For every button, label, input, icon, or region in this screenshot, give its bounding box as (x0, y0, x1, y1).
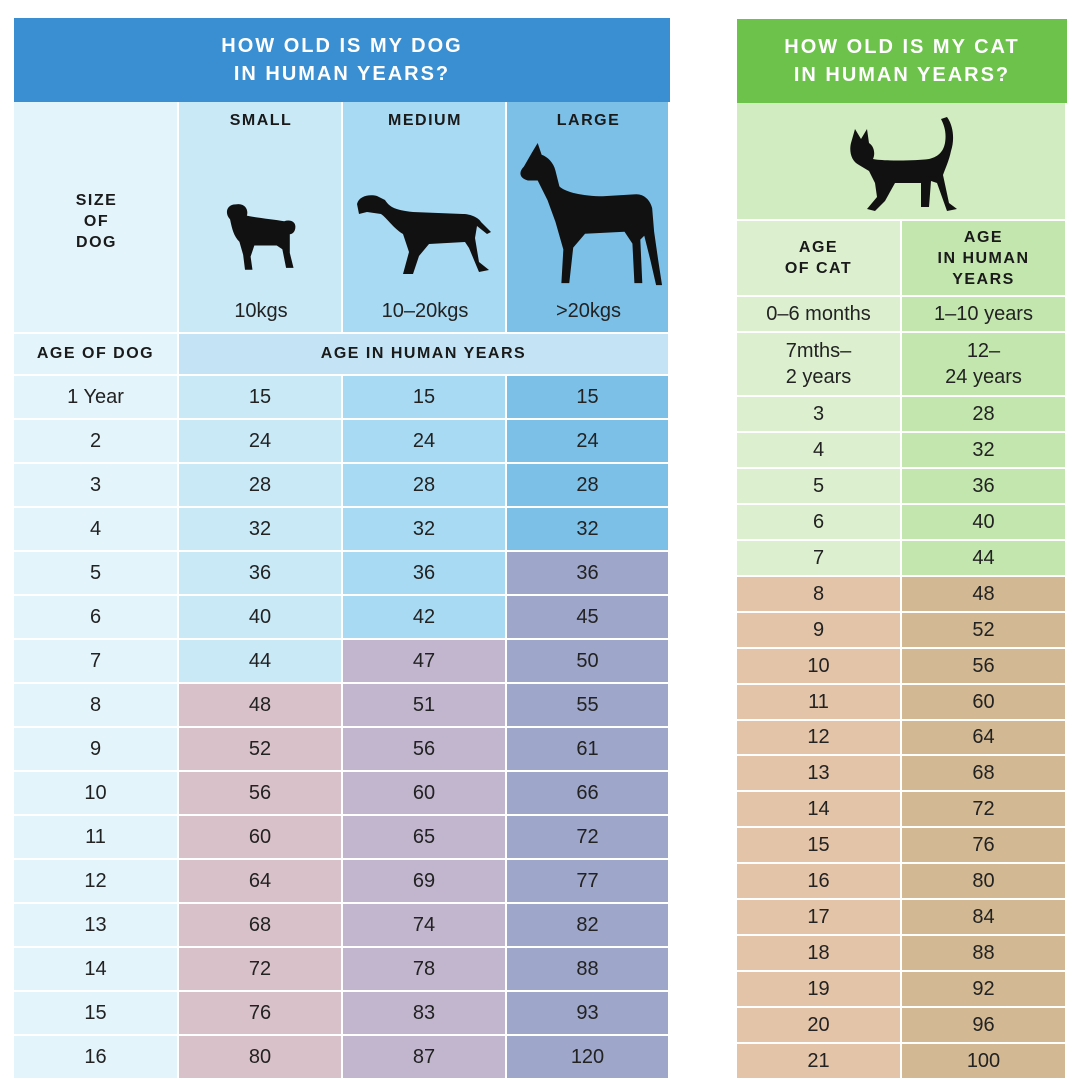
human-years-large: 82 (507, 904, 670, 948)
dog-age-cell: 6 (14, 596, 179, 640)
dog-age-cell: 7 (14, 640, 179, 684)
human-years-small: 32 (179, 508, 343, 552)
cat-human-years-cell: 12– 24 years (902, 333, 1067, 397)
human-years-small: 15 (179, 376, 343, 420)
dog-age-chart (14, 18, 670, 1080)
cat-age-cell: 7mths– 2 years (737, 333, 902, 397)
human-years-medium: 47 (343, 640, 507, 684)
human-years-medium: 69 (343, 860, 507, 904)
cat-human-years-cell: 32 (902, 433, 1067, 469)
dog-age-cell: 16 (14, 1036, 179, 1080)
human-years-large: 45 (507, 596, 670, 640)
size-weight-small: 10kgs (234, 300, 288, 322)
cat-icon (845, 117, 969, 217)
cat-human-years-cell: 64 (902, 721, 1067, 757)
cat-human-years-cell: 88 (902, 936, 1067, 972)
human-years-medium: 60 (343, 772, 507, 816)
age-in-human-years-header: AGE IN HUMAN YEARS (179, 334, 670, 376)
dog-age-cell: 4 (14, 508, 179, 552)
cat-age-cell: 13 (737, 756, 902, 792)
cat-human-years-cell: 36 (902, 469, 1067, 505)
cat-age-cell: 20 (737, 1008, 902, 1044)
cat-human-years-cell: 92 (902, 972, 1067, 1008)
dog-age-cell: 12 (14, 860, 179, 904)
size-label-small: SMALL (229, 112, 293, 129)
cat-human-years-cell: 52 (902, 613, 1067, 649)
human-years-medium: 28 (343, 464, 507, 508)
cat-human-years-cell: 72 (902, 792, 1067, 828)
cat-age-cell: 18 (737, 936, 902, 972)
human-years-medium: 87 (343, 1036, 507, 1080)
human-years-small: 24 (179, 420, 343, 464)
human-years-medium: 51 (343, 684, 507, 728)
human-years-large: 50 (507, 640, 670, 684)
cat-human-years-cell: 96 (902, 1008, 1067, 1044)
human-years-small: 76 (179, 992, 343, 1036)
human-years-small: 60 (179, 816, 343, 860)
cat-age-cell: 6 (737, 505, 902, 541)
dog-chart-title: HOW OLD IS MY DOG IN HUMAN YEARS? (14, 18, 670, 102)
human-years-medium: 15 (343, 376, 507, 420)
cat-human-years-cell: 44 (902, 541, 1067, 577)
human-years-large: 72 (507, 816, 670, 860)
human-years-large: 28 (507, 464, 670, 508)
size-weight-large: >20kgs (555, 300, 622, 322)
human-years-large: 88 (507, 948, 670, 992)
dog-age-cell: 5 (14, 552, 179, 596)
cat-human-years-cell: 80 (902, 864, 1067, 900)
cat-human-years-cell: 60 (902, 685, 1067, 721)
size-label-large: LARGE (556, 112, 621, 129)
human-years-small: 28 (179, 464, 343, 508)
cat-chart-title: HOW OLD IS MY CAT IN HUMAN YEARS? (737, 19, 1067, 103)
cat-age-cell: 3 (737, 397, 902, 433)
dog-age-cell: 10 (14, 772, 179, 816)
human-years-large: 24 (507, 420, 670, 464)
cat-age-cell: 14 (737, 792, 902, 828)
cat-age-cell: 9 (737, 613, 902, 649)
medium-dog-icon (353, 188, 493, 280)
human-years-small: 44 (179, 640, 343, 684)
cat-human-years-cell: 48 (902, 577, 1067, 613)
cat-age-cell: 17 (737, 900, 902, 936)
dog-age-cell: 11 (14, 816, 179, 860)
cat-age-cell: 19 (737, 972, 902, 1008)
human-years-small: 36 (179, 552, 343, 596)
cat-age-cell: 7 (737, 541, 902, 577)
dog-age-cell: 3 (14, 464, 179, 508)
cat-age-chart (737, 19, 1067, 1080)
large-dog-icon (514, 140, 664, 290)
human-years-small: 72 (179, 948, 343, 992)
human-years-medium: 78 (343, 948, 507, 992)
cat-human-years-cell: 56 (902, 649, 1067, 685)
dog-age-cell: 2 (14, 420, 179, 464)
human-years-medium: 56 (343, 728, 507, 772)
human-years-small: 68 (179, 904, 343, 948)
human-years-large: 93 (507, 992, 670, 1036)
human-years-medium: 36 (343, 552, 507, 596)
cat-age-cell: 11 (737, 685, 902, 721)
human-years-small: 48 (179, 684, 343, 728)
human-years-small: 40 (179, 596, 343, 640)
cat-human-years-cell: 40 (902, 505, 1067, 541)
size-of-dog-label: SIZE OF DOG (75, 192, 118, 251)
human-years-large: 77 (507, 860, 670, 904)
cat-human-years-header: AGE IN HUMAN YEARS (902, 221, 1067, 297)
human-years-large: 55 (507, 684, 670, 728)
cat-human-years-cell: 68 (902, 756, 1067, 792)
human-years-large: 36 (507, 552, 670, 596)
human-years-small: 56 (179, 772, 343, 816)
age-of-dog-header: AGE OF DOG (14, 334, 179, 376)
cat-age-cell: 12 (737, 721, 902, 757)
human-years-medium: 83 (343, 992, 507, 1036)
cat-age-cell: 16 (737, 864, 902, 900)
age-of-cat-header: AGE OF CAT (737, 221, 902, 297)
human-years-medium: 42 (343, 596, 507, 640)
cat-age-cell: 15 (737, 828, 902, 864)
dog-age-cell: 1 Year (14, 376, 179, 420)
human-years-large: 61 (507, 728, 670, 772)
small-dog-icon (217, 198, 301, 278)
human-years-small: 52 (179, 728, 343, 772)
dog-age-cell: 15 (14, 992, 179, 1036)
cat-age-cell: 5 (737, 469, 902, 505)
human-years-large: 15 (507, 376, 670, 420)
cat-human-years-cell: 100 (902, 1044, 1067, 1080)
dog-age-cell: 8 (14, 684, 179, 728)
cat-human-years-cell: 84 (902, 900, 1067, 936)
human-years-large: 120 (507, 1036, 670, 1080)
dog-age-cell: 13 (14, 904, 179, 948)
cat-human-years-cell: 28 (902, 397, 1067, 433)
cat-age-cell: 21 (737, 1044, 902, 1080)
cat-human-years-cell: 76 (902, 828, 1067, 864)
size-weight-medium: 10–20kgs (381, 300, 469, 322)
human-years-medium: 32 (343, 508, 507, 552)
cat-age-cell: 0–6 months (737, 297, 902, 333)
cat-human-years-cell: 1–10 years (902, 297, 1067, 333)
human-years-medium: 65 (343, 816, 507, 860)
human-years-small: 80 (179, 1036, 343, 1080)
size-label-medium: MEDIUM (388, 112, 462, 129)
human-years-medium: 24 (343, 420, 507, 464)
human-years-large: 66 (507, 772, 670, 816)
cat-age-cell: 8 (737, 577, 902, 613)
cat-age-cell: 10 (737, 649, 902, 685)
human-years-small: 64 (179, 860, 343, 904)
human-years-medium: 74 (343, 904, 507, 948)
human-years-large: 32 (507, 508, 670, 552)
cat-age-cell: 4 (737, 433, 902, 469)
dog-age-cell: 14 (14, 948, 179, 992)
dog-age-cell: 9 (14, 728, 179, 772)
